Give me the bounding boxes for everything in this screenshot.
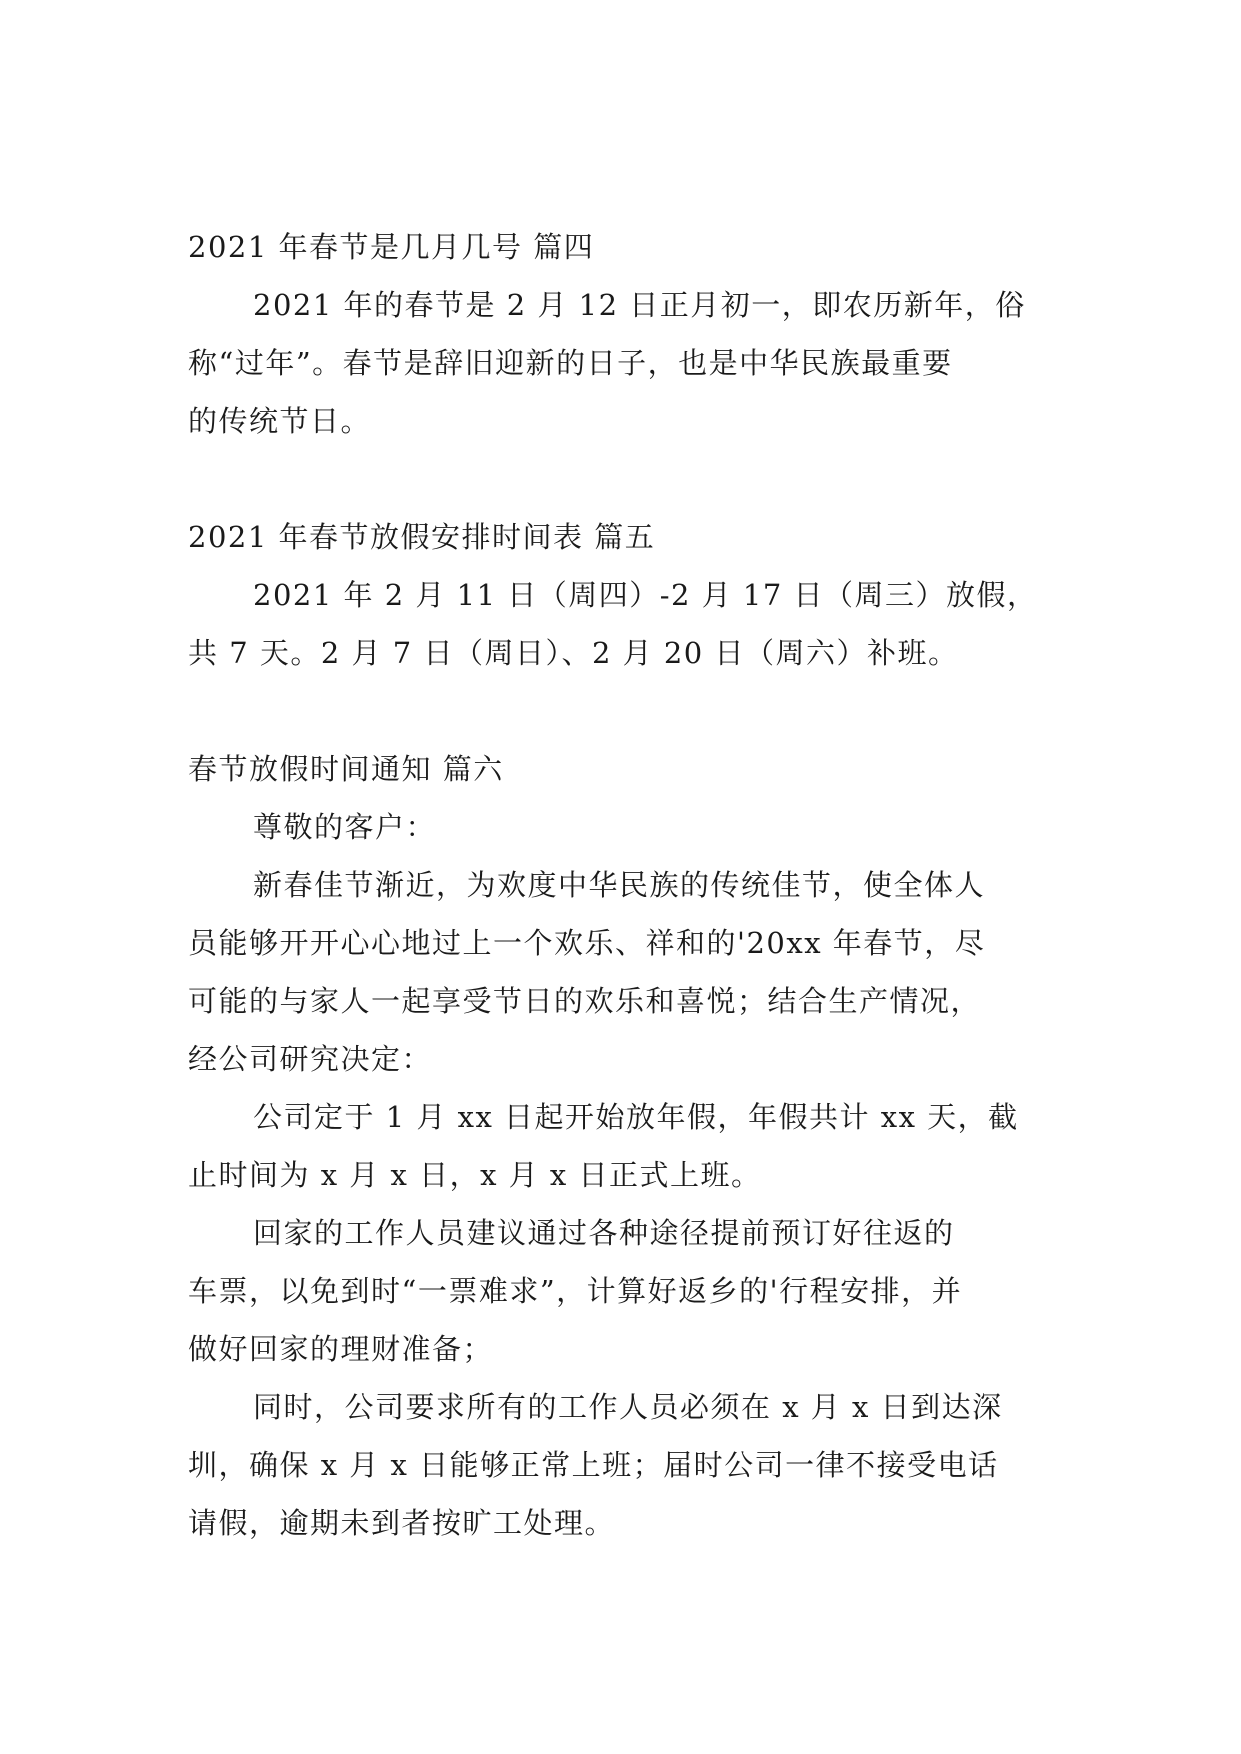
section-spacer	[188, 450, 1054, 508]
paragraph-line: 的传统节日。	[188, 404, 372, 438]
salutation: 尊敬的客户：	[253, 810, 437, 844]
paragraph-line: 可能的与家人一起享受节日的欢乐和喜悦；结合生产情况，	[188, 984, 982, 1018]
section-heading: 2021 年春节放假安排时间表 篇五	[188, 520, 656, 554]
paragraph-line: 请假，逾期未到者按旷工处理。	[188, 1506, 616, 1540]
paragraph-line: 车票，以免到时“一票难求”，计算好返乡的'行程安排，并	[188, 1274, 963, 1308]
paragraph-line: 2021 年的春节是 2 月 12 日正月初一，即农历新年，俗	[253, 288, 1026, 322]
paragraph-line: 共 7 天。2 月 7 日（周日）、2 月 20 日（周六）补班。	[188, 636, 959, 670]
paragraph-line: 止时间为 x 月 x 日，x 月 x 日正式上班。	[188, 1158, 762, 1192]
paragraph-line: 称“过年”。春节是辞旧迎新的日子，也是中华民族最重要	[188, 346, 953, 380]
paragraph-line: 回家的工作人员建议通过各种途径提前预订好往返的	[253, 1216, 955, 1250]
section-heading: 2021 年春节是几月几号 篇四	[188, 230, 595, 264]
paragraph-line: 2021 年 2 月 11 日（周四）-2 月 17 日（周三）放假，	[253, 578, 1038, 612]
paragraph-line: 新春佳节渐近，为欢度中华民族的传统佳节，使全体人	[253, 868, 986, 902]
section-spacer	[188, 682, 1054, 740]
paragraph-line: 经公司研究决定：	[188, 1042, 433, 1076]
paragraph-line: 同时，公司要求所有的工作人员必须在 x 月 x 日到达深	[253, 1390, 1003, 1424]
section-heading: 春节放假时间通知 篇六	[188, 752, 504, 786]
paragraph-line: 圳，确保 x 月 x 日能够正常上班；届时公司一律不接受电话	[188, 1448, 999, 1482]
paragraph-line: 做好回家的理财准备；	[188, 1332, 494, 1366]
paragraph-line: 员能够开开心心地过上一个欢乐、祥和的'20xx 年春节，尽	[188, 926, 986, 960]
paragraph-line: 公司定于 1 月 xx 日起开始放年假，年假共计 xx 天，截	[253, 1100, 1019, 1134]
document-page	[188, 218, 1054, 1552]
